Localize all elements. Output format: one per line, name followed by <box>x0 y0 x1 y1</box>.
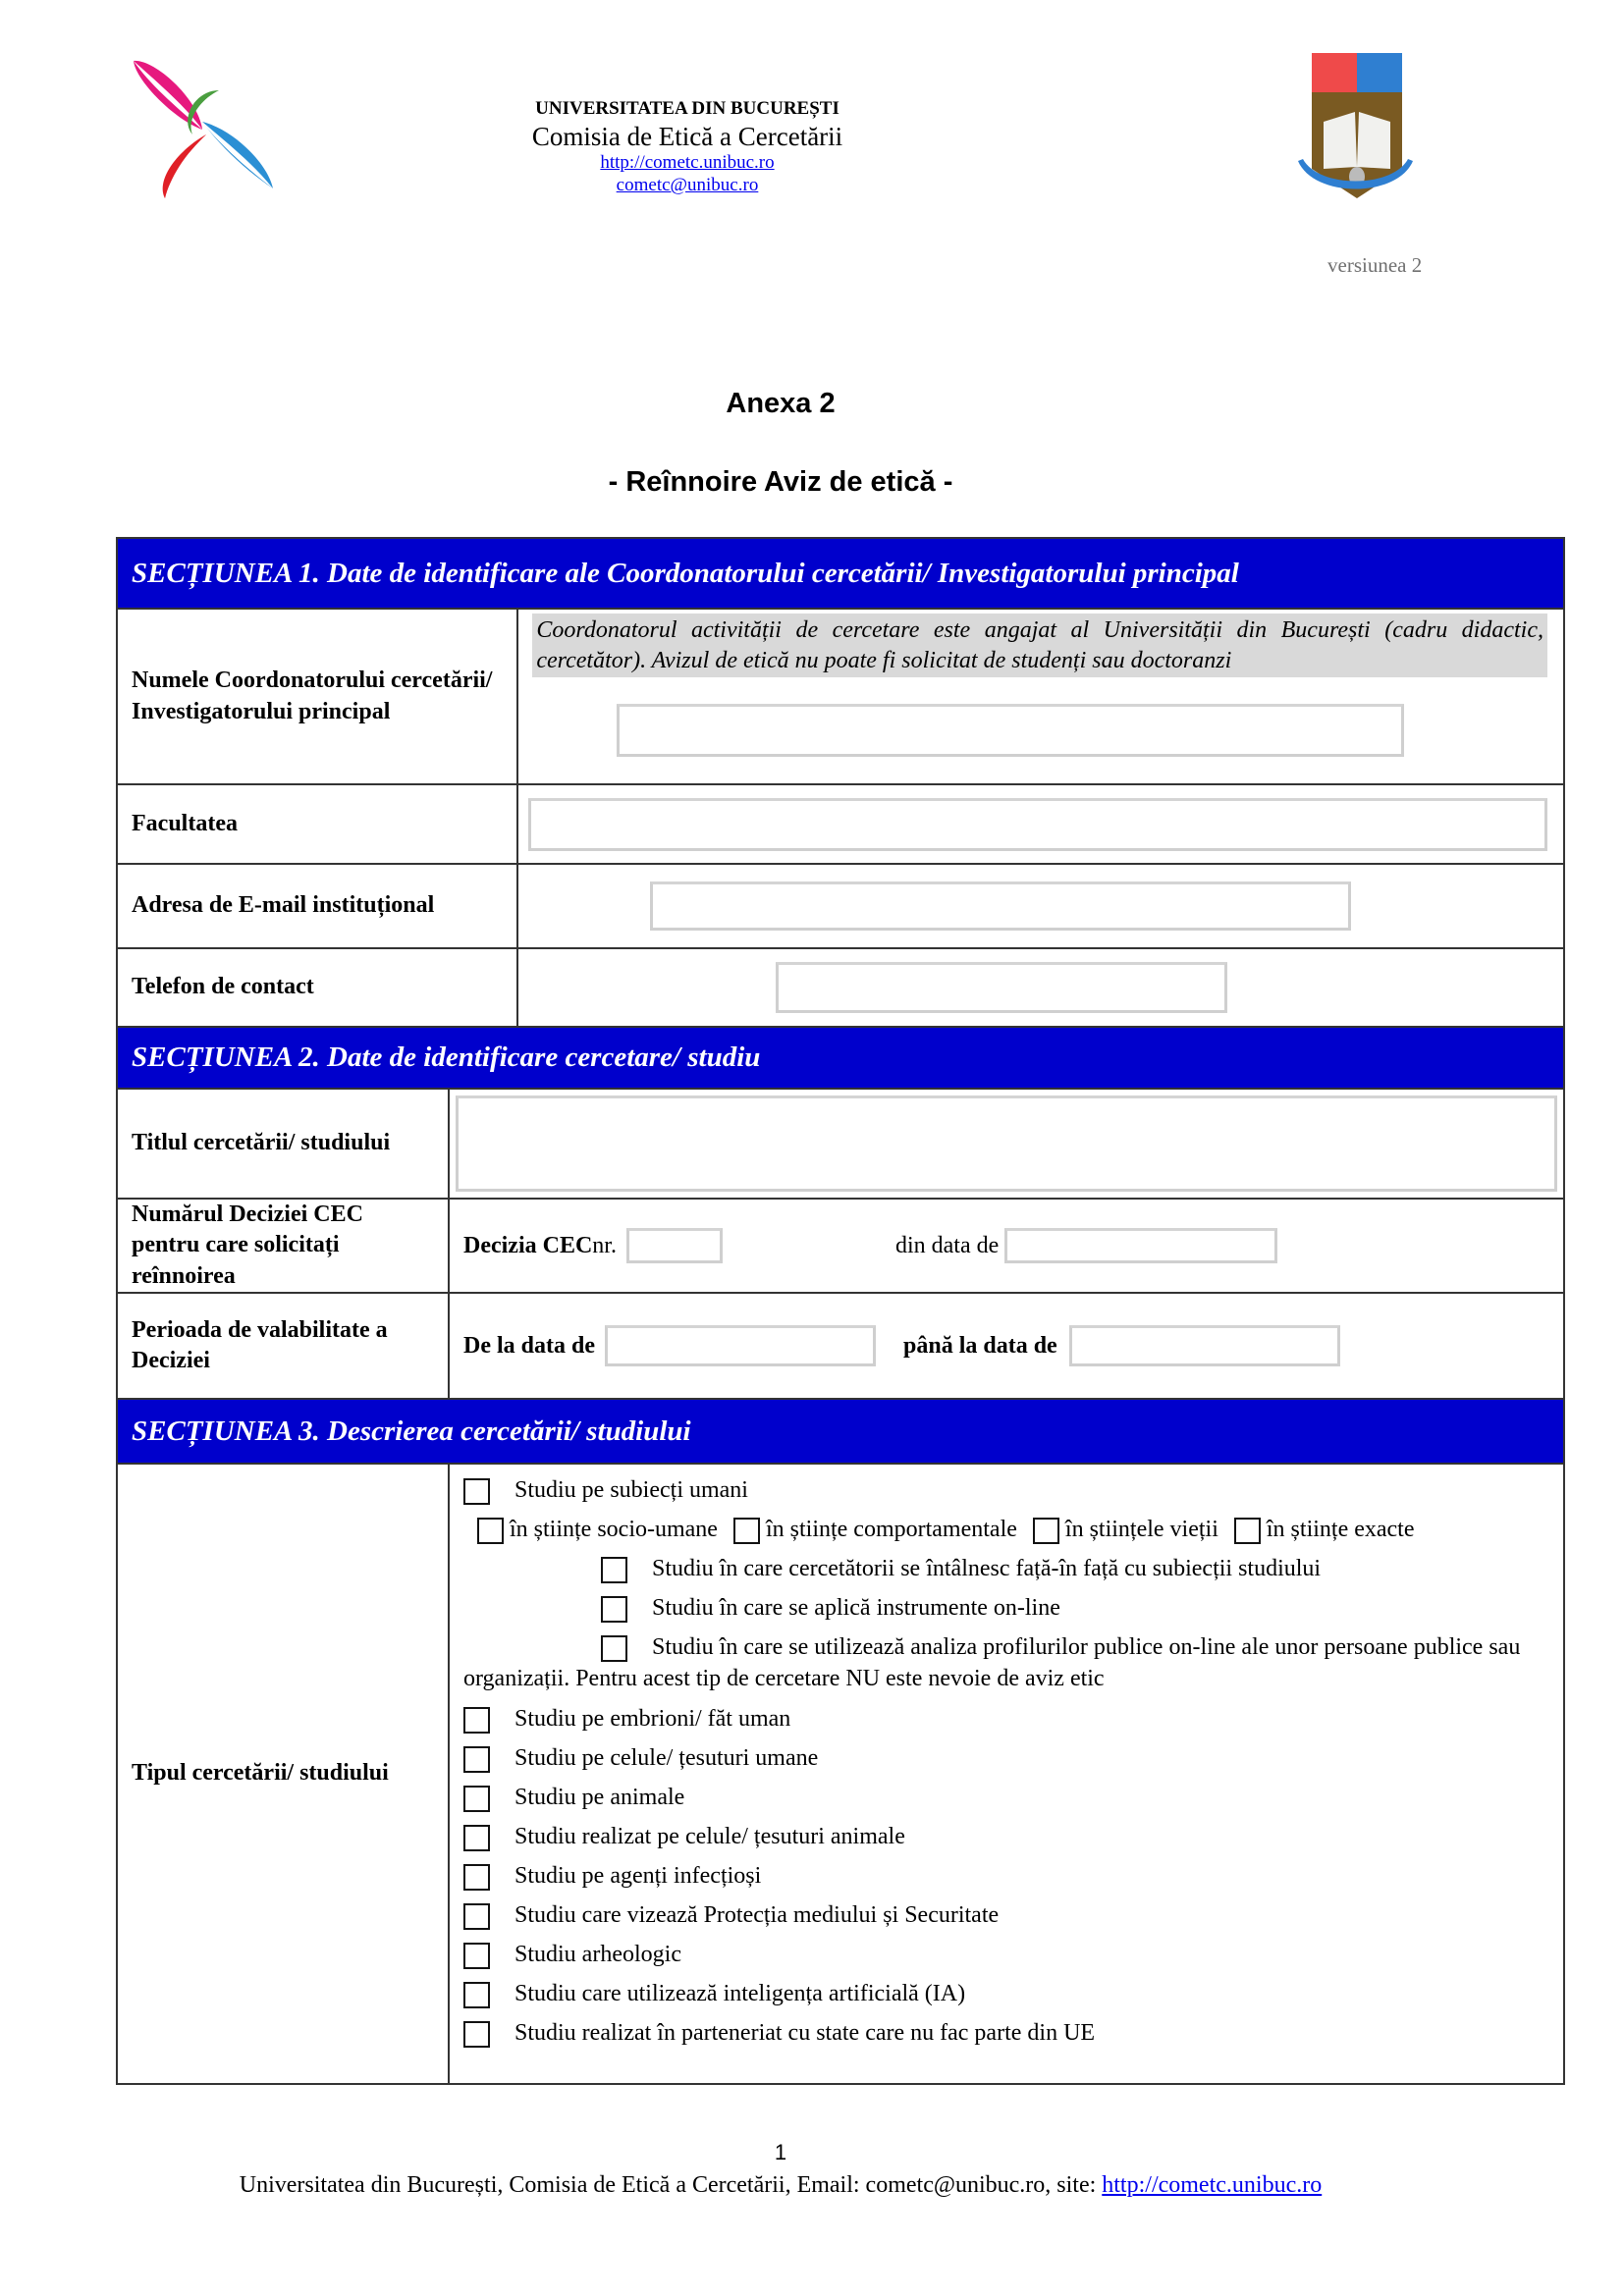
university-crest-icon <box>1294 51 1417 208</box>
university-name: UNIVERSITATEA DIN BUCUREȘTI <box>535 98 839 119</box>
checkbox-item[interactable]: Studiu pe subiecți umani <box>463 1470 1549 1510</box>
checkbox-item[interactable]: Studiu pe animale <box>463 1778 1549 1817</box>
face-to-face-checkbox[interactable] <box>601 1557 627 1583</box>
commission-name: Comisia de Etică a Cercetării <box>531 121 843 151</box>
email-link[interactable]: cometc@unibuc.ro <box>616 174 759 195</box>
faculty-input[interactable] <box>528 798 1547 851</box>
form-subtitle: - Reînnoire Aviz de etică - <box>608 466 953 498</box>
checkbox-item[interactable]: Studiu realizat pe celule/ țesuturi animale <box>463 1817 1549 1856</box>
form-table: SECȚIUNEA 1. Date de identificare ale Coordonatorului cercetării/ Investigatorului principal Numele Coordonatorului cercetării/ Investigatorului principal Coordonatorul activității de cercetare este angajat al Universității din București (cadru didactic, cercetător). Avizul de etică nu poate fi solicitat de studenți sau doctoranzi Facultatea Adresa de E-mail instituțional Telefon de contact SECȚIUNEA 2. Date de identificare cercetare/ studiu Titlul cercetării/ studiului Numărul Deciziei CEC pentru care solicitați reînnoirea Decizia CEC nr. din data de Perioada de valabilitate a Deciziei De la data de până la data de SECȚIUNEA 3. Descrierea cercetării/ studiului Tipul cercetării/ studiului Studiu pe subiecți umani în științe socio-umane în științe comportamentale în științele vieții în științe exacte Studiu în care cercetătorii se întâlnesc față-în față cu subiecții studiului Studiu în care se aplică instrumente on-line Studiu în care se utilizează analiza profilurilor publice on-line ale unor persoane publice sau organizații. Pentru acest tip de cercetare NU este nevoie de aviz etic Studiu pe embrioni/ făt uman Studiu pe celule/ țesuturi umane Studiu pe animale Studiu realizat pe celule/ țesuturi animale Studiu pe agenți infecțioși Studiu care vizează Protecția mediului și Securitate Studiu arheologic Studiu care utilizează inteligența artificială (IA) Studiu realizat în parteneriat cu state care nu fac parte din UE <box>116 537 1565 2085</box>
to-date-label: până la data de <box>903 1332 1057 1359</box>
checkbox-item[interactable]: Studiu care vizează Protecția mediului și Securitate <box>463 1896 1549 1935</box>
socio-human-checkbox[interactable] <box>477 1518 504 1544</box>
phone-input[interactable] <box>776 962 1227 1013</box>
page-number: 1 <box>774 2140 787 2164</box>
non-eu-partnership-checkbox[interactable] <box>463 2021 490 2048</box>
coordinator-label: Numele Coordonatorului cercetării/ Investigatorului principal <box>117 609 517 784</box>
public-profiles-checkbox[interactable] <box>601 1635 627 1662</box>
study-title-input[interactable] <box>456 1095 1557 1192</box>
website-link[interactable]: http://cometc.unibuc.ro <box>600 152 775 174</box>
checkbox-item[interactable]: Studiu care utilizează inteligența artificială (IA) <box>463 1974 1549 2013</box>
section2-header: SECȚIUNEA 2. Date de identificare cercetare/ studiu <box>117 1027 1564 1089</box>
version-label: versiunea 2 <box>1327 253 1423 277</box>
from-date-input[interactable] <box>605 1325 876 1366</box>
section1-header: SECȚIUNEA 1. Date de identificare ale Coordonatorului cercetării/ Investigatorului principal <box>117 538 1564 609</box>
decision-number-label: Numărul Deciziei CEC pentru care solicitați reînnoirea <box>117 1199 449 1293</box>
checkbox-item[interactable]: Studiu pe embrioni/ făt uman <box>463 1699 1549 1738</box>
phone-label: Telefon de contact <box>117 948 517 1027</box>
institutional-email-input[interactable] <box>650 881 1351 931</box>
environment-security-checkbox[interactable] <box>463 1903 490 1930</box>
to-date-input[interactable] <box>1069 1325 1340 1366</box>
footer-text: Universitatea din București, Comisia de Etică a Cercetării, Email: cometc@unibuc.ro, site: <box>239 2172 1103 2198</box>
decision-date-label: din data de <box>894 1232 1000 1258</box>
from-date-label: De la data de <box>463 1332 595 1359</box>
letterhead <box>393 98 982 197</box>
section3-header: SECȚIUNEA 3. Descrierea cercetării/ studiului <box>117 1399 1564 1464</box>
checkbox-item[interactable]: Studiu realizat în parteneriat cu state care nu fac parte din UE <box>463 2013 1549 2053</box>
archeological-checkbox[interactable] <box>463 1943 490 1969</box>
animal-cells-checkbox[interactable] <box>463 1825 490 1851</box>
footer-website-link[interactable]: http://cometc.unibuc.ro <box>1102 2172 1323 2198</box>
life-sciences-checkbox[interactable] <box>1033 1518 1059 1544</box>
email-label: Adresa de E-mail instituțional <box>117 864 517 948</box>
infectious-agents-checkbox[interactable] <box>463 1864 490 1891</box>
embryo-checkbox[interactable] <box>463 1707 490 1734</box>
human-subjects-checkbox[interactable] <box>463 1478 490 1505</box>
human-cells-checkbox[interactable] <box>463 1746 490 1773</box>
checkbox-item[interactable]: Studiu pe celule/ țesuturi umane <box>463 1738 1549 1778</box>
artificial-intelligence-checkbox[interactable] <box>463 1982 490 2008</box>
exact-sciences-checkbox[interactable] <box>1234 1518 1261 1544</box>
online-instruments-checkbox[interactable] <box>601 1596 627 1623</box>
page-footer <box>0 2172 1561 2199</box>
checkbox-item[interactable]: Studiu în care se aplică instrumente on-line <box>463 1588 1549 1628</box>
checkbox-item[interactable]: Studiu pe agenți infecțioși <box>463 1856 1549 1896</box>
annex-title: Anexa 2 <box>726 388 836 419</box>
checkbox-item[interactable]: Studiu în care cercetătorii se întâlnesc față-în față cu subiecții studiului <box>463 1549 1549 1588</box>
study-type-label: Tipul cercetării/ studiului <box>117 1464 449 2084</box>
validity-period-label: Perioada de valabilitate a Deciziei <box>117 1293 449 1399</box>
study-title-label: Titlul cercetării/ studiului <box>117 1089 449 1199</box>
faculty-label: Facultatea <box>117 784 517 864</box>
animals-checkbox[interactable] <box>463 1786 490 1812</box>
behavioral-checkbox[interactable] <box>733 1518 760 1544</box>
checkbox-item[interactable]: Studiu în care se utilizează analiza profilurilor publice on-line ale unor persoane publice sau organizații. Pentru acest tip de cercetare NU este nevoie de aviz etic <box>463 1634 1521 1692</box>
commission-logo-icon <box>126 51 283 198</box>
checkbox-item[interactable]: Studiu arheologic <box>463 1935 1549 1974</box>
coordinator-name-input[interactable] <box>617 704 1404 757</box>
coordinator-note: Coordonatorul activității de cercetare este angajat al Universității din București (cadru didactic, cercetător). Avizul de etică nu poate fi solicitat de studenți sau doctoranzi <box>532 614 1547 677</box>
decision-nr-label: nr. <box>592 1232 617 1258</box>
decision-date-input[interactable] <box>1004 1228 1277 1263</box>
decision-cec-label: Decizia CEC <box>463 1232 593 1258</box>
decision-number-input[interactable] <box>626 1228 723 1263</box>
